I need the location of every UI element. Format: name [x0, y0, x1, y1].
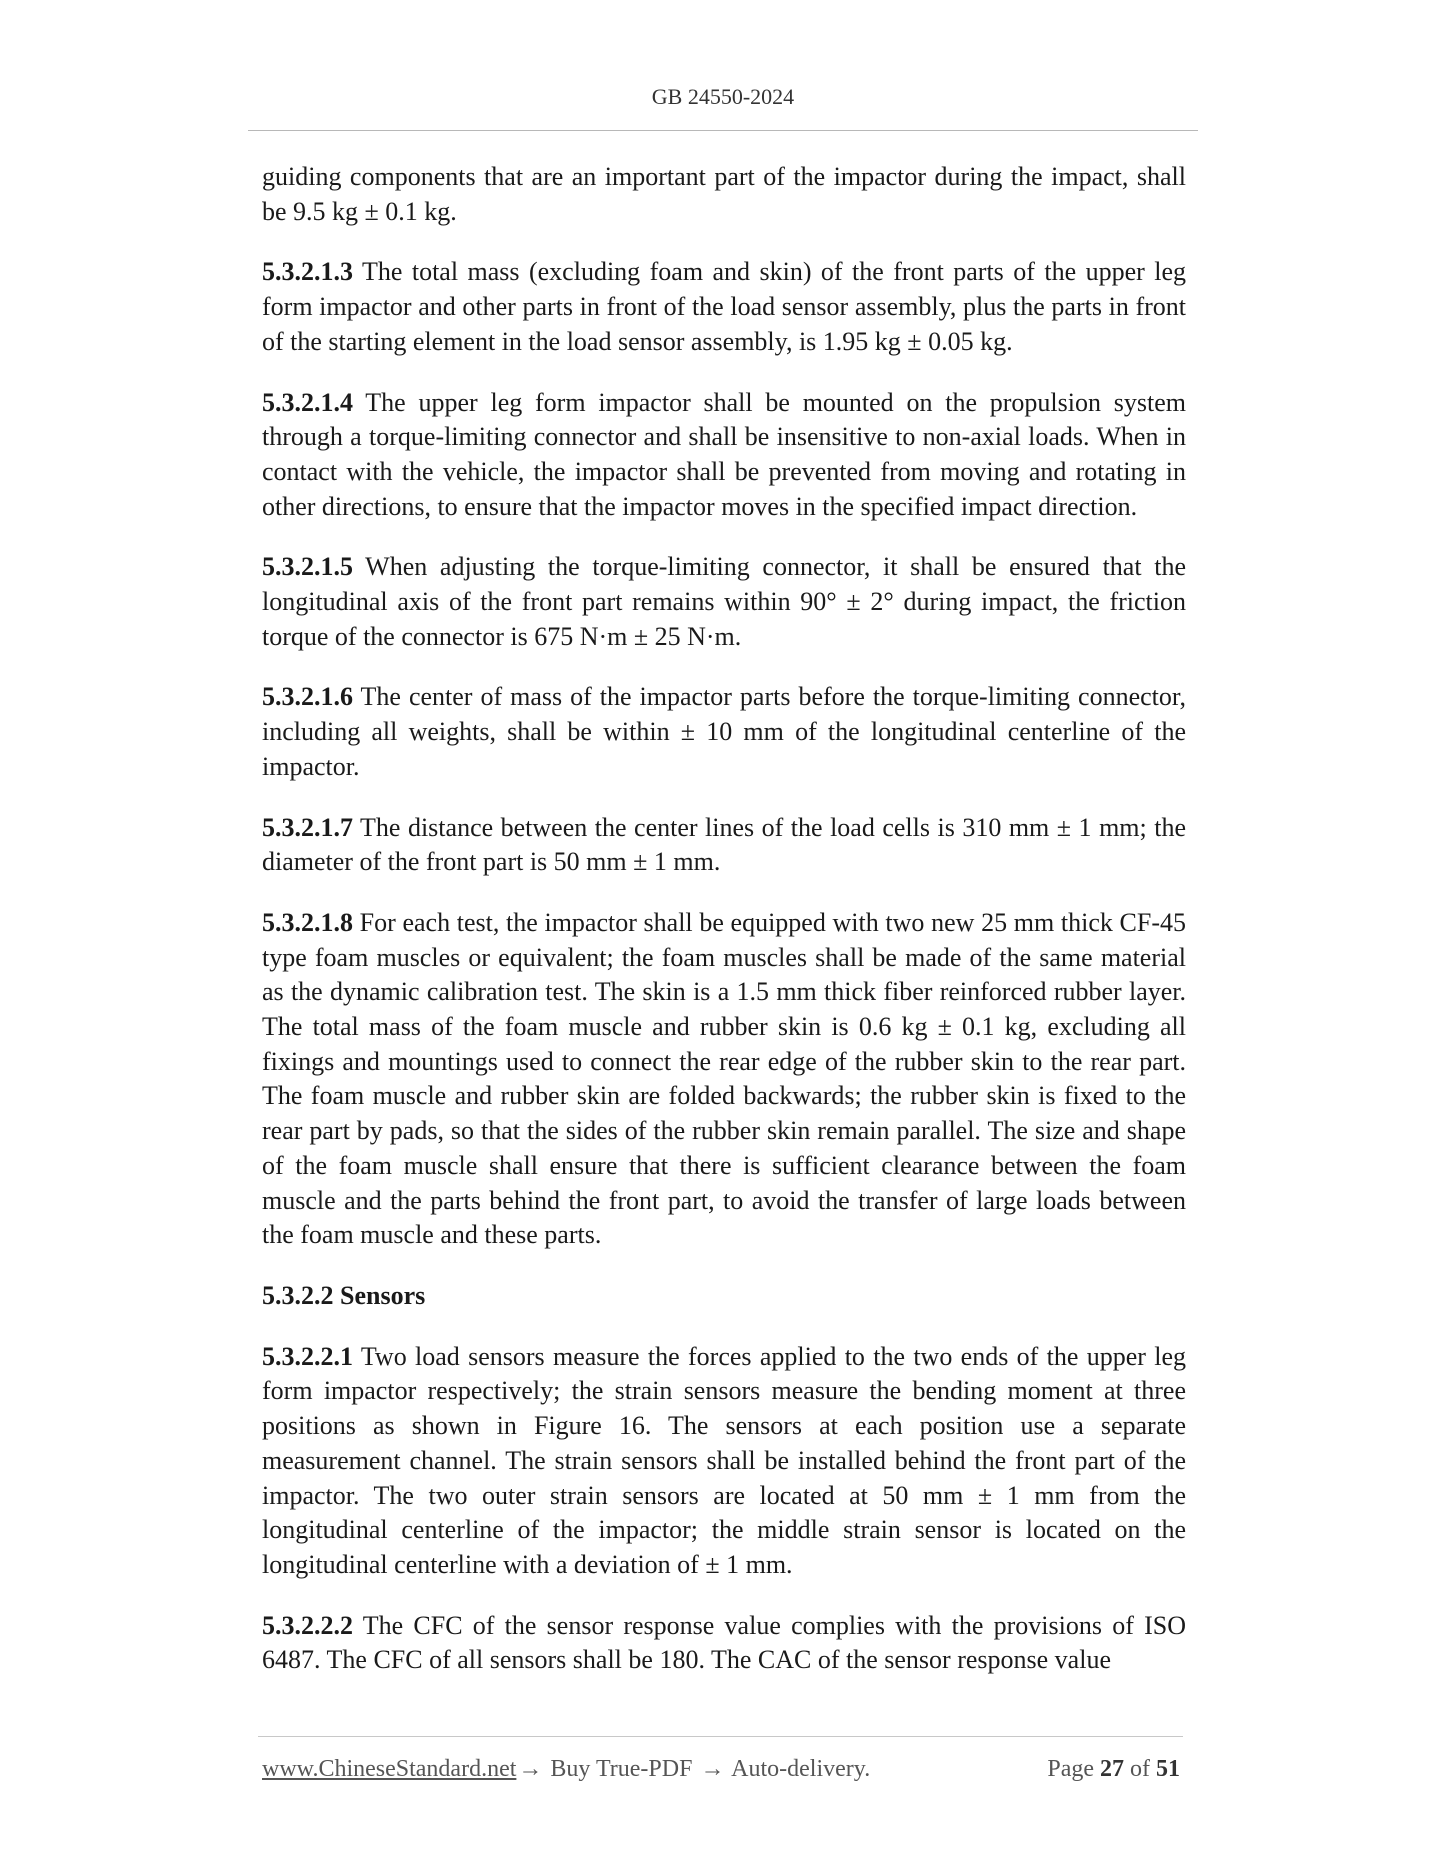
clause-number: 5.3.2.1.4: [262, 387, 353, 417]
section-heading-sensors: 5.3.2.2 Sensors: [262, 1280, 426, 1310]
document-header: [248, 84, 1198, 110]
footer-left: [262, 1756, 870, 1783]
clause-number: 5.3.2.1.3: [262, 257, 353, 287]
site-link[interactable]: www.ChineseStandard.net: [262, 1756, 517, 1782]
clause-text: For each test, the impactor shall be equipped with two new 25 mm thick CF-45 type foam muscles or equivalent; the foam muscles shall be made of the same material as the dynamic calibration test. The skin is a 1.5 mm thick fiber reinforced rubber layer. The total mass of the foam muscle and rubber skin is 0.6 kg ± 0.1 kg, excluding all fixings and mountings used to connect the rear edge of the rubber skin to the rear part. The foam muscle and rubber skin are folded backwards; the rubber skin is fixed to the rear part by pads, so that the sides of the rubber skin remain parallel. The size and shape of the foam muscle shall ensure that there is sufficient clearance between the foam muscle and the parts behind the front part, to avoid the transfer of large loads between the foam muscle and these parts.: [262, 907, 1186, 1250]
header-divider: [248, 130, 1198, 131]
clause-5-3-2-1-6: [262, 680, 1186, 784]
page-current: 27: [1100, 1756, 1124, 1782]
buy-text: Buy True-PDF: [544, 1756, 699, 1782]
intro-paragraph: [262, 160, 1186, 229]
page-indicator: [1047, 1756, 1180, 1783]
clause-text: When adjusting the torque-limiting connector, it shall be ensured that the longitudinal axis of the front part remains within 90° ± 2° during impact, the friction torque of the connector is 675 N·m ± 25 N·m.: [262, 552, 1186, 651]
page-total: 51: [1156, 1756, 1180, 1782]
clause-5-3-2-2-1: [262, 1340, 1186, 1583]
clause-text: The total mass (excluding foam and skin) of the front parts of the upper leg form impactor and other parts in front of the load sensor assembly, plus the parts in front of the starting element in the load sensor assembly, is 1.95 kg ± 0.05 kg.: [262, 257, 1186, 356]
clause-text: Two load sensors measure the forces applied to the two ends of the upper leg form impactor respectively; the strain sensors measure the bending moment at three positions as shown in Figure 16. The sensors at each position use a separate measurement channel. The strain sensors shall be installed behind the front part of the impactor. The two outer strain sensors are located at 50 mm ± 1 mm from the longitudinal centerline of the impactor; the middle strain sensor is located on the longitudinal centerline with a deviation of ± 1 mm.: [262, 1341, 1186, 1579]
clause-5-3-2-1-3: [262, 255, 1186, 359]
clause-number: 5.3.2.2.2: [262, 1610, 353, 1640]
intro-text: guiding components that are an important part of the impactor during the impact, shall be 9.5 kg ± 0.1 kg.: [262, 162, 1186, 226]
page-body: [262, 160, 1186, 1678]
clause-text: The CFC of the sensor response value complies with the provisions of ISO 6487. The CFC of all sensors shall be 180. The CAC of the sensor response value: [262, 1610, 1186, 1675]
clause-text: The upper leg form impactor shall be mounted on the propulsion system through a torque-limiting connector and shall be insensitive to non-axial loads. When in contact with the vehicle, the impactor shall be prevented from moving and rotating in other directions, to ensure that the impactor moves in the specified impact direction.: [262, 387, 1186, 521]
clause-text: The center of mass of the impactor parts before the torque-limiting connector, including all weights, shall be within ± 10 mm of the longitudinal centerline of the impactor.: [262, 682, 1186, 781]
clause-number: 5.3.2.1.8: [262, 907, 353, 937]
clause-5-3-2-2-2: [262, 1609, 1186, 1678]
delivery-text: Auto-delivery.: [726, 1756, 871, 1782]
clause-5-3-2-1-7: [262, 811, 1186, 880]
arrow-right-icon: →: [518, 1756, 543, 1782]
clause-number: 5.3.2.1.7: [262, 812, 353, 842]
clause-number: 5.3.2.1.6: [262, 682, 353, 712]
clause-text: The distance between the center lines of the load cells is 310 mm ± 1 mm; the diameter of the front part is 50 mm ± 1 mm.: [262, 812, 1186, 877]
clause-5-3-2-1-5: [262, 550, 1186, 654]
standard-code: GB 24550-2024: [651, 84, 795, 109]
arrow-right-icon: →: [700, 1756, 725, 1782]
page-label: Page: [1047, 1756, 1094, 1782]
clause-number: 5.3.2.1.5: [262, 552, 353, 582]
page-footer: [262, 1756, 1180, 1783]
clause-number: 5.3.2.2.1: [262, 1341, 353, 1371]
clause-5-3-2-1-8: [262, 906, 1186, 1253]
page-of: of: [1130, 1756, 1150, 1782]
footer-divider: [258, 1736, 1183, 1737]
clause-5-3-2-1-4: [262, 386, 1186, 525]
